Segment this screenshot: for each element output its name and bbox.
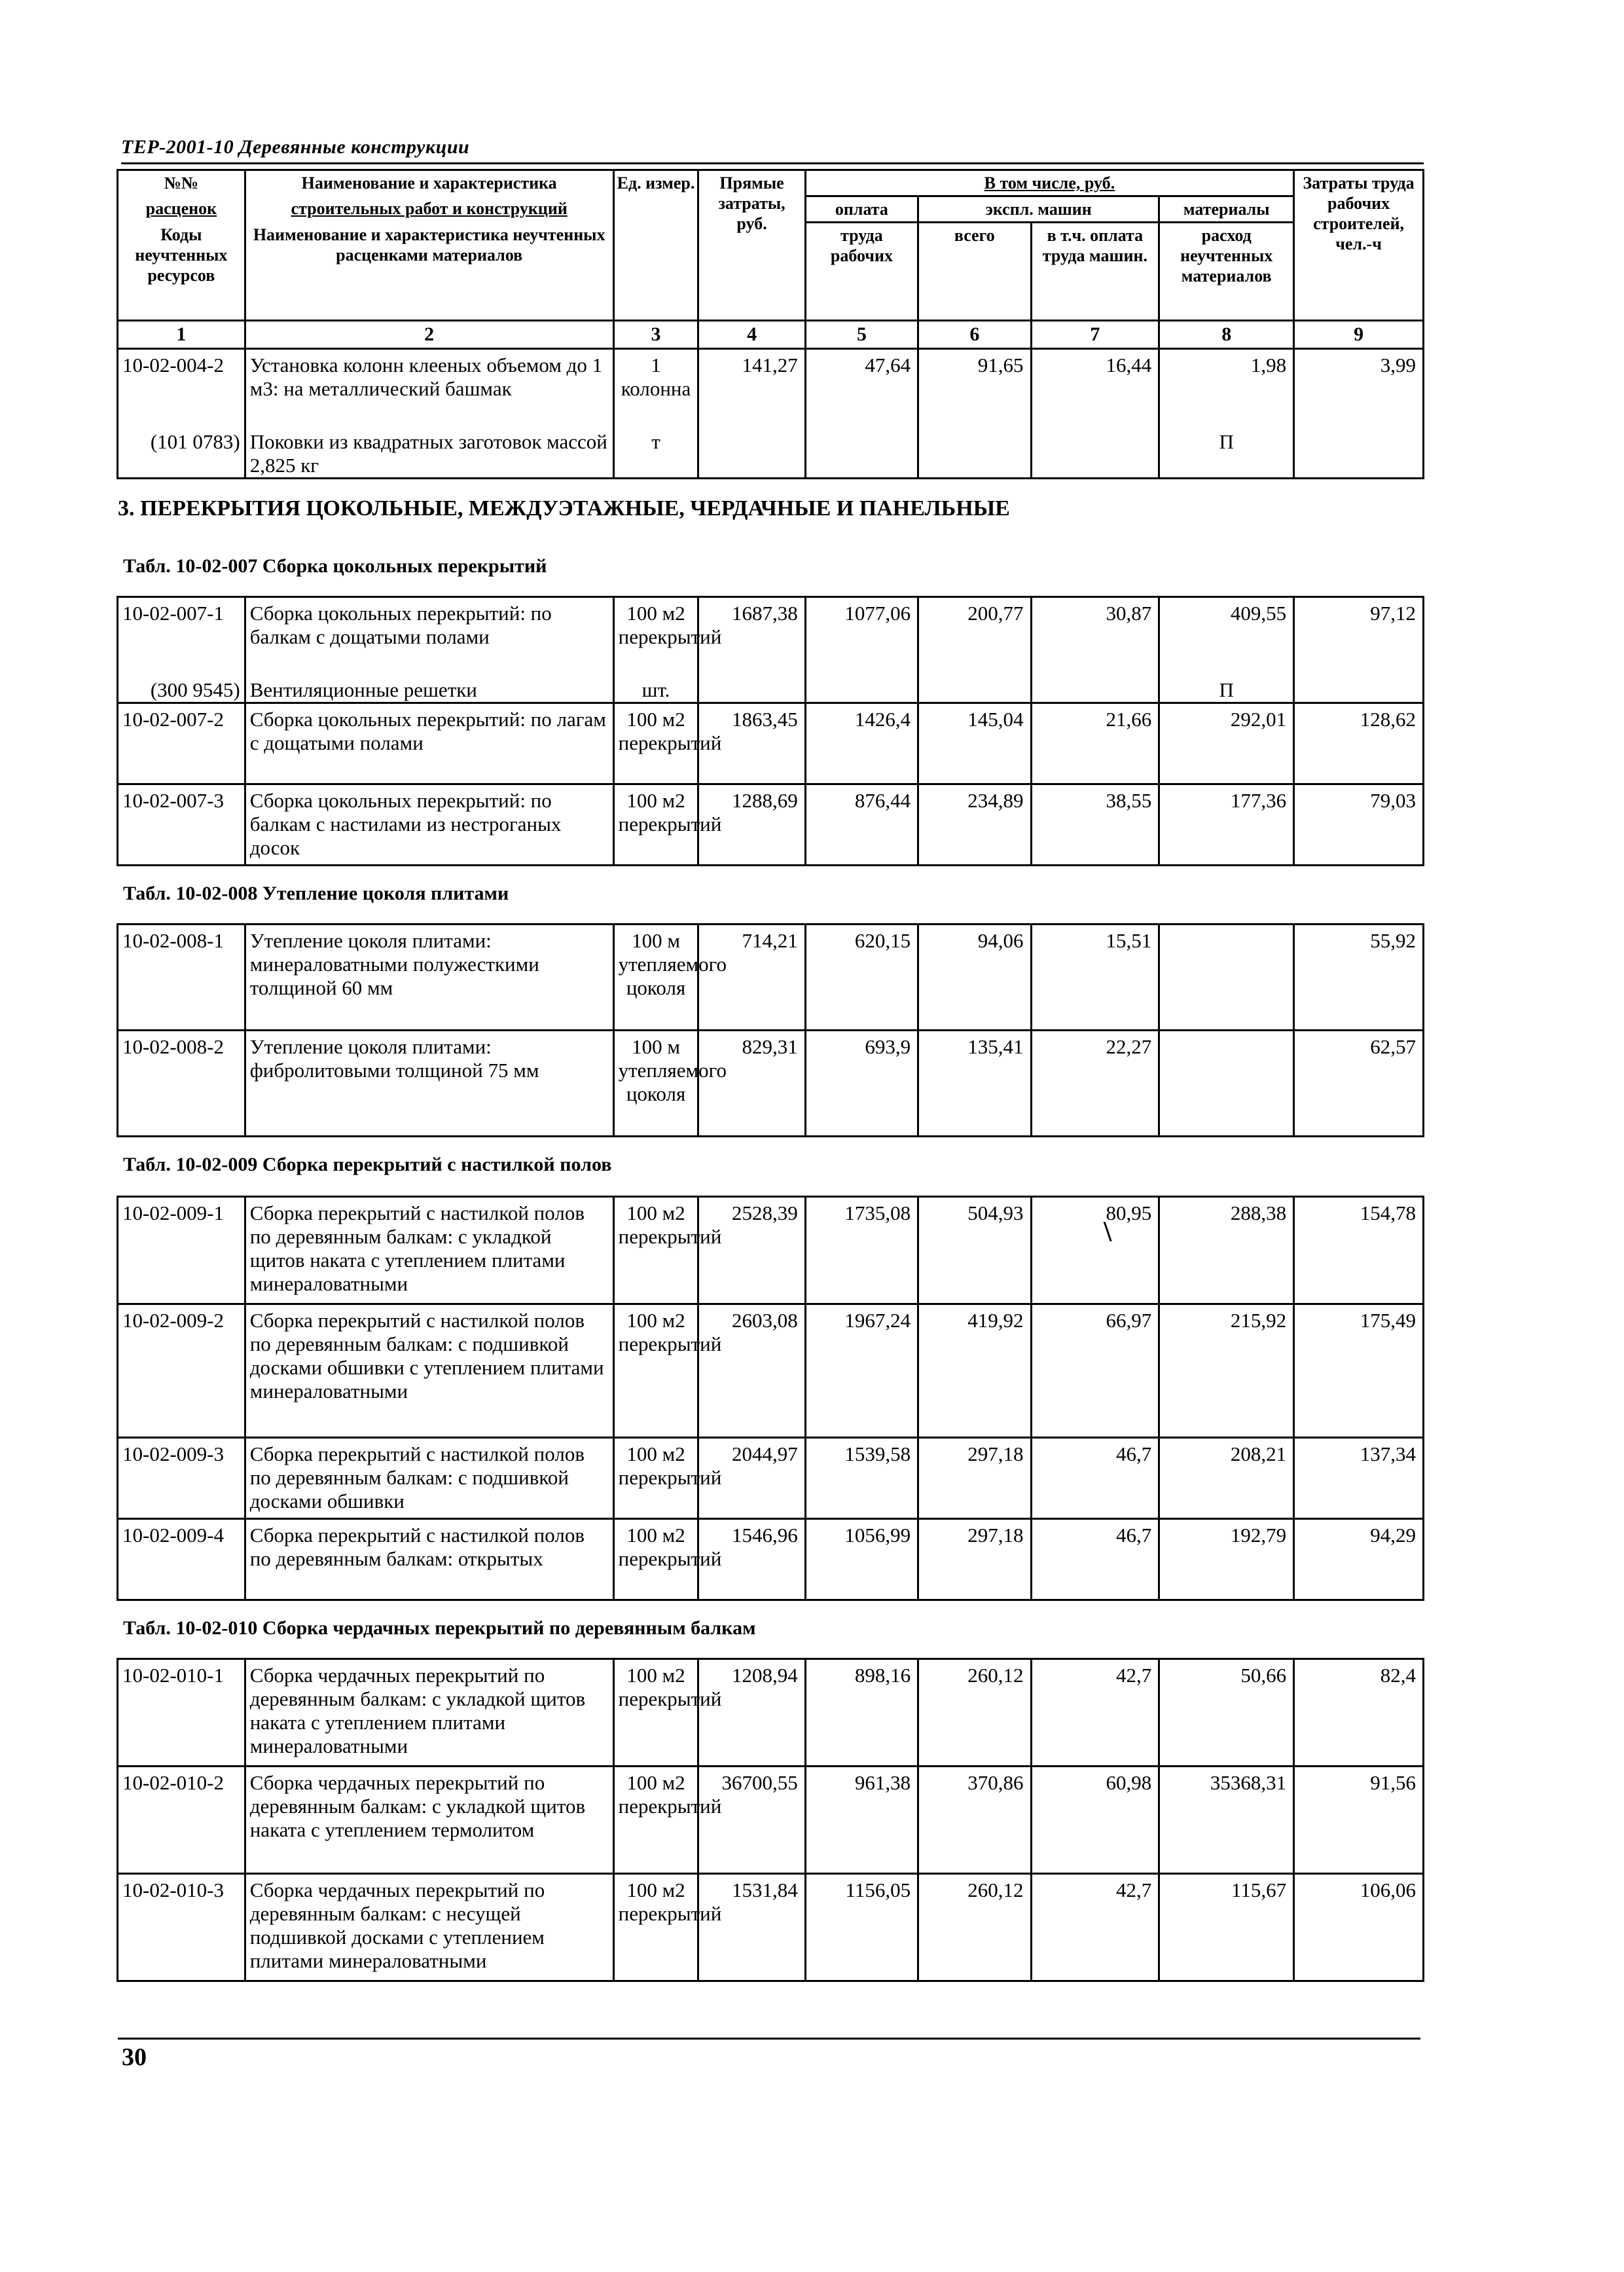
labor: 55,92 (1294, 925, 1424, 1031)
work-name: Сборка чердачных перекрытий по деревянным балкам: с укладкой щитов наката с утеплением плитами минераловатными (245, 1659, 613, 1767)
materials: 115,67 (1159, 1874, 1294, 1981)
unit: т (613, 426, 698, 479)
col-number: 9 (1294, 321, 1424, 349)
table-row (118, 674, 1424, 703)
labor: 175,49 (1294, 1304, 1424, 1438)
materials: 1,98 (1159, 349, 1294, 426)
rate-code: 10-02-010-2 (118, 1767, 245, 1874)
wages: 1426,4 (805, 703, 918, 784)
unit: 100 м2 перекрытий (613, 1519, 698, 1600)
materials: 208,21 (1159, 1438, 1294, 1519)
labor: 91,56 (1294, 1767, 1424, 1874)
table-caption: Табл. 10-02-007 Сборка цокольных перекрытий (123, 555, 547, 577)
unit: 1 колонна (613, 349, 698, 426)
work-name: Сборка перекрытий с настилкой полов по деревянным балкам: с подшивкой досками обшивки (245, 1438, 613, 1519)
hdr-direct: Прямые затраты, руб. (698, 170, 805, 321)
table-row (118, 1519, 1424, 1600)
machines: 370,86 (918, 1767, 1031, 1874)
page-header-title: ТЕР-2001-10 Деревянные конструкции (121, 136, 470, 158)
table-row (118, 1197, 1424, 1304)
table-row (118, 1874, 1424, 1981)
machines: 260,12 (918, 1874, 1031, 1981)
hdr-machines: экспл. машин (918, 196, 1159, 223)
table-row (118, 925, 1424, 1031)
wages: 898,16 (805, 1659, 918, 1767)
unit: шт. (613, 674, 698, 703)
materials (1159, 1031, 1294, 1137)
rate-code: 10-02-009-4 (118, 1519, 245, 1600)
machine-wages: 80,95 (1031, 1197, 1159, 1304)
materials: 288,38 (1159, 1197, 1294, 1304)
materials: 192,79 (1159, 1519, 1294, 1600)
materials: 35368,31 (1159, 1767, 1294, 1874)
work-name: Вентиляционные решетки (245, 674, 613, 703)
work-name: Установка колонн клееных объемом до 1 м3: на металлический башмак (245, 349, 613, 426)
labor: 3,99 (1294, 349, 1424, 426)
direct-cost: 1531,84 (698, 1874, 805, 1981)
direct-cost: 2528,39 (698, 1197, 805, 1304)
machines (918, 426, 1031, 479)
direct-cost: 2603,08 (698, 1304, 805, 1438)
wages: 1056,99 (805, 1519, 918, 1600)
machine-wages (1031, 674, 1159, 703)
machines: 297,18 (918, 1519, 1031, 1600)
table-caption: Табл. 10-02-008 Утепление цоколя плитами (123, 883, 509, 904)
hdr-unit: Ед. измер. (613, 170, 698, 321)
direct-cost (698, 674, 805, 703)
direct-cost: 1546,96 (698, 1519, 805, 1600)
hdr-c1a: №№ (118, 170, 245, 196)
col-number: 1 (118, 321, 245, 349)
unit: 100 м2 перекрытий (613, 703, 698, 784)
materials: П (1159, 426, 1294, 479)
unit: 100 м2 перекрытий (613, 597, 698, 674)
page-number: 30 (122, 2043, 147, 2071)
direct-cost (698, 426, 805, 479)
work-name: Сборка перекрытий с настилкой полов по деревянным балкам: с подшивкой досками обшивки с утеплением плитами минераловатными (245, 1304, 613, 1438)
unit: 100 м утепляемого цоколя (613, 925, 698, 1031)
hdr-in-that-number: В том числе, руб. (805, 170, 1293, 196)
labor: 106,06 (1294, 1874, 1424, 1981)
materials: П (1159, 674, 1294, 703)
materials: 292,01 (1159, 703, 1294, 784)
materials (1159, 925, 1294, 1031)
work-name: Сборка перекрытий с настилкой полов по деревянным балкам: открытых (245, 1519, 613, 1600)
work-name: Утепление цоколя плитами: минераловатными полужесткими толщиной 60 мм (245, 925, 613, 1031)
work-name: Поковки из квадратных заготовок массой 2,825 кг (245, 426, 613, 479)
machines: 200,77 (918, 597, 1031, 674)
wages: 1077,06 (805, 597, 918, 674)
labor (1294, 426, 1424, 479)
machine-wages: 46,7 (1031, 1438, 1159, 1519)
rate-code: 10-02-007-2 (118, 703, 245, 784)
machines: 234,89 (918, 784, 1031, 865)
table-row (118, 1304, 1424, 1438)
wages: 961,38 (805, 1767, 918, 1874)
rate-code: 10-02-008-2 (118, 1031, 245, 1137)
labor: 97,12 (1294, 597, 1424, 674)
table-caption: Табл. 10-02-009 Сборка перекрытий с настилкой полов (123, 1154, 612, 1175)
hdr-machines-total: всего (918, 223, 1031, 321)
labor: 79,03 (1294, 784, 1424, 865)
unit: 100 м2 перекрытий (613, 1767, 698, 1874)
handwritten-mark: \ (1104, 1215, 1112, 1247)
direct-cost: 1288,69 (698, 784, 805, 865)
direct-cost: 36700,55 (698, 1767, 805, 1874)
machines: 419,92 (918, 1304, 1031, 1438)
wages: 1735,08 (805, 1197, 918, 1304)
wages: 620,15 (805, 925, 918, 1031)
data-table (117, 1196, 1424, 1601)
hdr-materials-top: материалы (1159, 196, 1294, 223)
direct-cost: 714,21 (698, 925, 805, 1031)
work-name: Сборка цокольных перекрытий: по балкам с настилами из нестроганых досок (245, 784, 613, 865)
materials: 215,92 (1159, 1304, 1294, 1438)
hdr-wages-top: оплата (805, 196, 918, 223)
table-row (118, 784, 1424, 865)
materials: 177,36 (1159, 784, 1294, 865)
col-number: 2 (245, 321, 613, 349)
resource-code: (300 9545) (118, 674, 245, 703)
footer-divider (118, 2038, 1420, 2040)
wages: 1156,05 (805, 1874, 918, 1981)
unit: 100 м2 перекрытий (613, 1874, 698, 1981)
machines: 145,04 (918, 703, 1031, 784)
section-title: 3. ПЕРЕКРЫТИЯ ЦОКОЛЬНЫЕ, МЕЖДУЭТАЖНЫЕ, ЧЕРДАЧНЫЕ И ПАНЕЛЬНЫЕ (118, 496, 1010, 521)
unit: 100 м утепляемого цоколя (613, 1031, 698, 1137)
hdr-c1b: расценок (118, 196, 245, 223)
machines: 260,12 (918, 1659, 1031, 1767)
machine-wages: 42,7 (1031, 1659, 1159, 1767)
wages (805, 674, 918, 703)
rate-code: 10-02-007-1 (118, 597, 245, 674)
direct-cost: 1863,45 (698, 703, 805, 784)
hdr-c2a: Наименование и характеристика (245, 170, 613, 196)
direct-cost: 2044,97 (698, 1438, 805, 1519)
labor: 62,57 (1294, 1031, 1424, 1137)
table-row (118, 703, 1424, 784)
machine-wages: 38,55 (1031, 784, 1159, 865)
machine-wages: 66,97 (1031, 1304, 1159, 1438)
work-name: Утепление цоколя плитами: фибролитовыми толщиной 75 мм (245, 1031, 613, 1137)
table-row (118, 349, 1424, 426)
table-row (118, 1659, 1424, 1767)
hdr-c1c: Коды неучтенных ресурсов (118, 223, 245, 321)
table-row (118, 1438, 1424, 1519)
hdr-machine-wages: в т.ч. оплата труда машин. (1031, 223, 1159, 321)
col-number: 8 (1159, 321, 1294, 349)
direct-cost: 1208,94 (698, 1659, 805, 1767)
machines: 135,41 (918, 1031, 1031, 1137)
table-row (118, 1031, 1424, 1137)
direct-cost: 829,31 (698, 1031, 805, 1137)
machine-wages: 22,27 (1031, 1031, 1159, 1137)
machines: 91,65 (918, 349, 1031, 426)
rate-code: 10-02-009-1 (118, 1197, 245, 1304)
data-table (117, 1658, 1424, 1982)
work-name: Сборка чердачных перекрытий по деревянным балкам: с несущей подшивкой досками с утеплением плитами минераловатными (245, 1874, 613, 1981)
data-table (117, 596, 1424, 866)
machine-wages: 42,7 (1031, 1874, 1159, 1981)
machine-wages: 60,98 (1031, 1767, 1159, 1874)
table-caption: Табл. 10-02-010 Сборка чердачных перекрытий по деревянным балкам (123, 1617, 756, 1639)
page-header (121, 131, 1424, 164)
machine-wages: 15,51 (1031, 925, 1159, 1031)
col-number: 4 (698, 321, 805, 349)
col-number: 7 (1031, 321, 1159, 349)
machine-wages: 16,44 (1031, 349, 1159, 426)
rate-code: 10-02-004-2 (118, 349, 245, 426)
data-table (117, 923, 1424, 1137)
work-name: Сборка цокольных перекрытий: по балкам с дощатыми полами (245, 597, 613, 674)
machines: 297,18 (918, 1438, 1031, 1519)
work-name: Сборка чердачных перекрытий по деревянным балкам: с укладкой щитов наката с утеплением термолитом (245, 1767, 613, 1874)
col-number: 3 (613, 321, 698, 349)
header-table (117, 169, 1424, 479)
unit: 100 м2 перекрытий (613, 1659, 698, 1767)
unit: 100 м2 перекрытий (613, 784, 698, 865)
hdr-c2c: Наименование и характеристика неучтенных расценками материалов (245, 223, 613, 321)
machine-wages (1031, 426, 1159, 479)
hdr-wages-bottom: труда рабочих (805, 223, 918, 321)
work-name: Сборка перекрытий с настилкой полов по деревянным балкам: с укладкой щитов наката с утеплением плитами минераловатными (245, 1197, 613, 1304)
col-number: 5 (805, 321, 918, 349)
table-row (118, 426, 1424, 479)
hdr-materials-bottom: расход неучтенных материалов (1159, 223, 1294, 321)
hdr-labor: Затраты труда рабочих строителей, чел.-ч (1294, 170, 1424, 321)
labor: 94,29 (1294, 1519, 1424, 1600)
labor: 154,78 (1294, 1197, 1424, 1304)
wages: 1967,24 (805, 1304, 918, 1438)
rate-code: 10-02-010-1 (118, 1659, 245, 1767)
work-name: Сборка цокольных перекрытий: по лагам с дощатыми полами (245, 703, 613, 784)
resource-code: (101 0783) (118, 426, 245, 479)
machine-wages: 30,87 (1031, 597, 1159, 674)
table-row (118, 1767, 1424, 1874)
hdr-c2b: строительных работ и конструкций (245, 196, 613, 223)
labor: 82,4 (1294, 1659, 1424, 1767)
wages: 47,64 (805, 349, 918, 426)
materials: 50,66 (1159, 1659, 1294, 1767)
rate-code: 10-02-008-1 (118, 925, 245, 1031)
table-row (118, 597, 1424, 674)
rate-code: 10-02-010-3 (118, 1874, 245, 1981)
col-number: 6 (918, 321, 1031, 349)
direct-cost: 141,27 (698, 349, 805, 426)
labor: 137,34 (1294, 1438, 1424, 1519)
direct-cost: 1687,38 (698, 597, 805, 674)
wages: 1539,58 (805, 1438, 918, 1519)
wages (805, 426, 918, 479)
unit: 100 м2 перекрытий (613, 1438, 698, 1519)
machines: 94,06 (918, 925, 1031, 1031)
machines (918, 674, 1031, 703)
machine-wages: 46,7 (1031, 1519, 1159, 1600)
machines: 504,93 (918, 1197, 1031, 1304)
unit: 100 м2 перекрытий (613, 1197, 698, 1304)
wages: 693,9 (805, 1031, 918, 1137)
materials: 409,55 (1159, 597, 1294, 674)
rate-code: 10-02-009-2 (118, 1304, 245, 1438)
unit: 100 м2 перекрытий (613, 1304, 698, 1438)
labor: 128,62 (1294, 703, 1424, 784)
labor (1294, 674, 1424, 703)
wages: 876,44 (805, 784, 918, 865)
machine-wages: 21,66 (1031, 703, 1159, 784)
rate-code: 10-02-009-3 (118, 1438, 245, 1519)
rate-code: 10-02-007-3 (118, 784, 245, 865)
